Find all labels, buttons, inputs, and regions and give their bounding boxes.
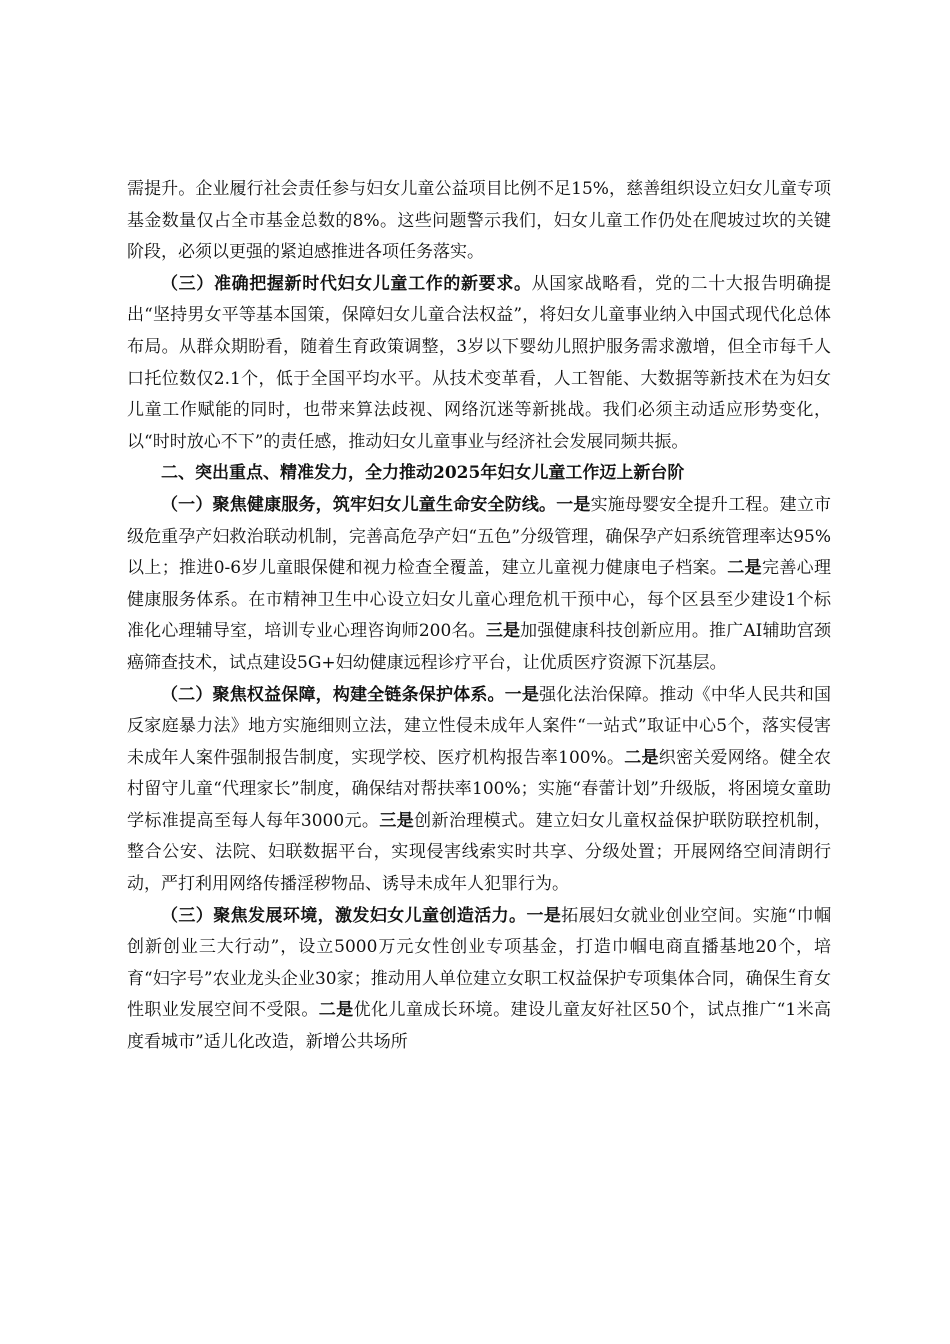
point-text: 强化法治保障。推动《中华人民共和国反家庭暴力法》地方实施细则立法，建立性侵未成年人案件“一站式”取证中心5个，落实侵害未成年人案件强制报告制度，实现学校、医疗机构报告率100%。 <box>127 684 832 768</box>
point-text: 拓展妇女就业创业空间。实施“巾帼创新创业三大行动”，设立5000万元女性创业专项基金，打造巾帼电商直播基地20个，培育“妇字号”农业龙头企业30家；推动用人单位建立女职工权益保护专项集体合同，确保生育女性职业发展空间不受限。 <box>127 905 831 1021</box>
paragraph-health-services <box>127 490 831 680</box>
paragraph-lead: （二）聚焦权益保障，构建全链条保护体系。 <box>161 684 505 705</box>
paragraph-lead: （三）准确把握新时代妇女儿童工作的新要求。 <box>161 273 532 294</box>
point-text: 织密关爱网络。健全农村留守儿童“代理家长”制度，确保结对帮扶率100%；实施“春蕾计划”升级版，将困境女童助学标准提高至每人每年3000元。 <box>127 747 832 831</box>
paragraph-lead: （一）聚焦健康服务，筑牢妇女儿童生命安全防线。 <box>161 494 557 515</box>
point-marker: 三是 <box>379 810 415 831</box>
point-marker: 三是 <box>485 621 521 642</box>
paragraph-body: 从国家战略看，党的二十大报告明确提出“坚持男女平等基本国策，保障妇女儿童合法权益”，将妇女儿童事业纳入中国式现代化总体布局。从群众期盼看，随着生育政策调整，3岁以下婴幼儿照护服务需求激增，但全市每千人口托位数仅2.1个，低于全国平均水平。从技术变革看，人工智能、大数据等新技术在为妇女儿童工作赋能的同时，也带来算法歧视、网络沉迷等新挑战。我们必须主动适应形势变化，以“时时放心不下”的责任感，推动妇女儿童事业与经济社会发展同频共振。 <box>127 273 832 452</box>
point-marker: 二是 <box>318 1000 354 1021</box>
document-page <box>127 174 831 1059</box>
section-heading: 二、突出重点、精准发力，全力推动2025年妇女儿童工作迈上新台阶 <box>161 463 685 484</box>
point-text: 实施母婴安全提升工程。建立市级危重孕产妇救治联动机制，完善高危孕产妇“五色”分级管理，确保孕产妇系统管理率达95%以上；推进0-6岁儿童眼保健和视力检查全覆盖，建立儿童视力健康电子档案。 <box>127 494 832 579</box>
point-marker: 一是 <box>526 905 562 926</box>
point-text: 加强健康科技创新应用。推广AI辅助宫颈癌筛查技术，试点建设5G+妇幼健康远程诊疗平台，让优质医疗资源下沉基层。 <box>127 621 832 673</box>
paragraph-continuation: 需提升。企业履行社会责任参与妇女儿童公益项目比例不足15%，慈善组织设立妇女儿童专项基金数量仅占全市基金总数的8%。这些问题警示我们，妇女儿童工作仍处在爬坡过坎的关键阶段，必须以更强的紧迫感推进各项任务落实。 <box>127 179 831 263</box>
point-text: 完善心理健康服务体系。在市精神卫生中心设立妇女儿童心理危机干预中心，每个区县至少建设1个标准化心理辅导室，培训专业心理咨询师200名。 <box>127 558 832 642</box>
paragraph-rights-protection <box>127 680 831 901</box>
paragraph-development-environment <box>127 901 831 1059</box>
point-marker: 二是 <box>624 747 659 768</box>
point-marker: 二是 <box>727 558 762 579</box>
point-text: 创新治理模式。建立妇女儿童权益保护联防联控机制，整合公安、法院、妇联数据平台，实现侵害线索实时共享、分级处置；开展网络空间清朗行动，严打利用网络传播淫秽物品、诱导未成年人犯罪行为。 <box>127 810 832 895</box>
point-marker: 一是 <box>504 684 540 705</box>
paragraph-lead: （三）聚焦发展环境，激发妇女儿童创造活力。 <box>161 905 527 926</box>
point-text: 优化儿童成长环境。建设儿童友好社区50个，试点推广“1米高度看城市”适儿化改造，新增公共场所 <box>127 1000 832 1053</box>
paragraph-new-requirements <box>127 269 831 459</box>
point-marker: 一是 <box>556 494 591 515</box>
